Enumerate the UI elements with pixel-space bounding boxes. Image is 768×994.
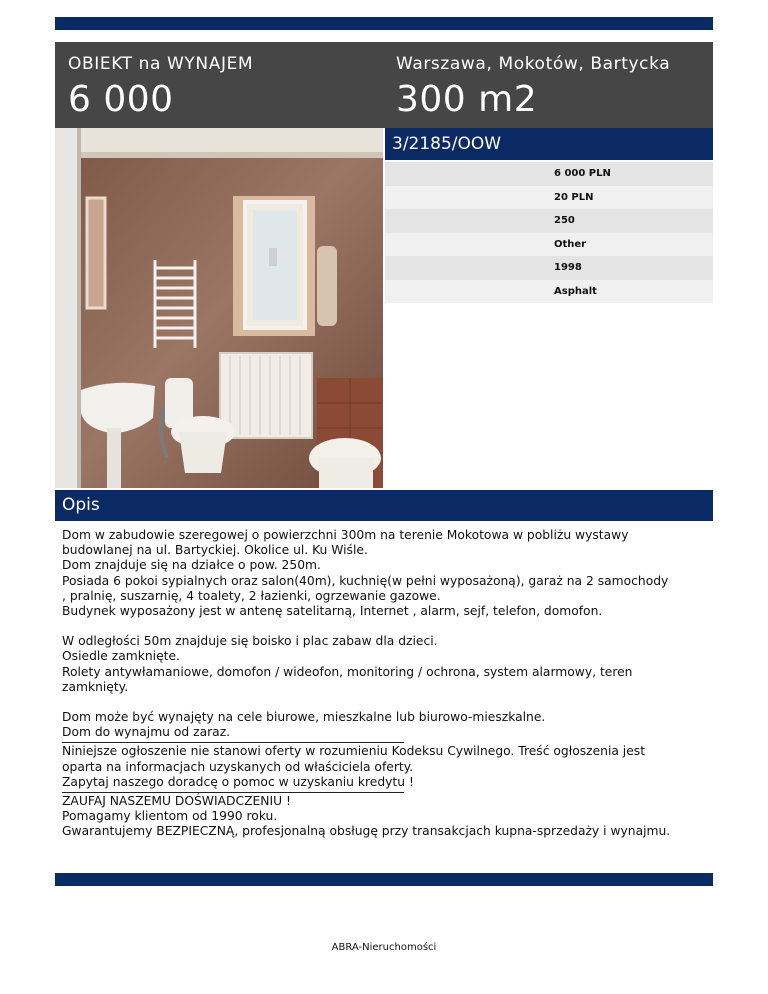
bathroom-photo-illustration (55, 128, 383, 488)
header-left (68, 54, 253, 122)
attribute-row: 6 000 PLN (385, 162, 713, 186)
attribute-row: Asphalt (385, 280, 713, 304)
description-body (62, 528, 712, 840)
attribute-row: 20 PLN (385, 186, 713, 210)
attribute-row: 250 (385, 209, 713, 233)
description-line: Dom w zabudowie szeregowej o powierzchni 300m na terenie Mokotowa w pobliżu wystawy (62, 528, 629, 542)
property-photo (55, 128, 383, 488)
description-heading: Opis (55, 490, 713, 521)
top-accent-bar (55, 17, 713, 30)
description-line: Dom może być wynajęty na cele biurowe, mieszkalne lub biurowo-mieszkalne. (62, 710, 546, 725)
description-line: Zapytaj naszego doradcę o pomoc w uzyskaniu kredytu ! (62, 774, 414, 789)
paragraph-gap (62, 619, 712, 634)
description-line: , pralnię, suszarnię, 4 toalety, 2 łazienki, ogrzewanie gazowe. (62, 588, 441, 603)
price: 6 000 (68, 79, 174, 120)
description-line: zamknięty. (62, 679, 129, 694)
listing-header (55, 42, 713, 128)
attribute-row: 1998 (385, 256, 713, 280)
description-line: ZAUFAJ NASZEMU DOŚWIADCZENIU ! (62, 794, 291, 809)
attributes-table (385, 162, 713, 303)
description-line: Budynek wyposażony jest w antenę satelitarną, Internet , alarm, sejf, telefon, domofon. (62, 604, 603, 619)
description-line: Gwarantujemy BEZPIECZNĄ, profesjonalną obsługę przy transakcjach kupna-sprzedaży i wynajmu. (62, 824, 671, 839)
description-line: Posiada 6 pokoi sypialnych oraz salon(40m), kuchnię(w pełni wyposażoną), garaż na 2 samochody (62, 573, 669, 588)
footer-company: ABRA-Nieruchomości (331, 942, 437, 953)
description-line: Dom znajduje się na działce o pow. 250m. (62, 558, 321, 573)
paragraph-gap (62, 695, 712, 710)
description-line: budowlanej na ul. Bartyckiej. Okolice ul. Ku Wiśle. (62, 543, 368, 558)
bottom-accent-bar (55, 873, 713, 886)
header-right (396, 54, 670, 122)
description-line: oparta na informacjach uzyskanych od właściciela oferty. (62, 759, 414, 774)
description-line: Dom do wynajmu od zaraz. (62, 725, 231, 740)
area: 300 m2 (396, 79, 538, 120)
description-line: Rolety antywłamaniowe, domofon / wideofon, monitoring / ochrona, system alarmowy, teren (62, 664, 633, 679)
location: Warszawa, Mokotów, Bartycka (396, 54, 671, 74)
description-line: Niniejsze ogłoszenie nie stanowi oferty w rozumieniu Kodeksu Cywilnego. Treść ogłoszenia jest (62, 744, 646, 759)
offer-type: OBIEKT na WYNAJEM (68, 54, 254, 74)
description-line: W odległości 50m znajduje się boisko i plac zabaw dla dzieci. (62, 634, 438, 649)
description-line: Pomagamy klientom od 1990 roku. (62, 809, 278, 824)
attribute-row: Other (385, 233, 713, 257)
divider (62, 792, 404, 793)
description-line: Osiedle zamknięte. (62, 649, 180, 664)
reference-number: 3/2185/OOW (385, 128, 713, 160)
divider (62, 742, 404, 743)
